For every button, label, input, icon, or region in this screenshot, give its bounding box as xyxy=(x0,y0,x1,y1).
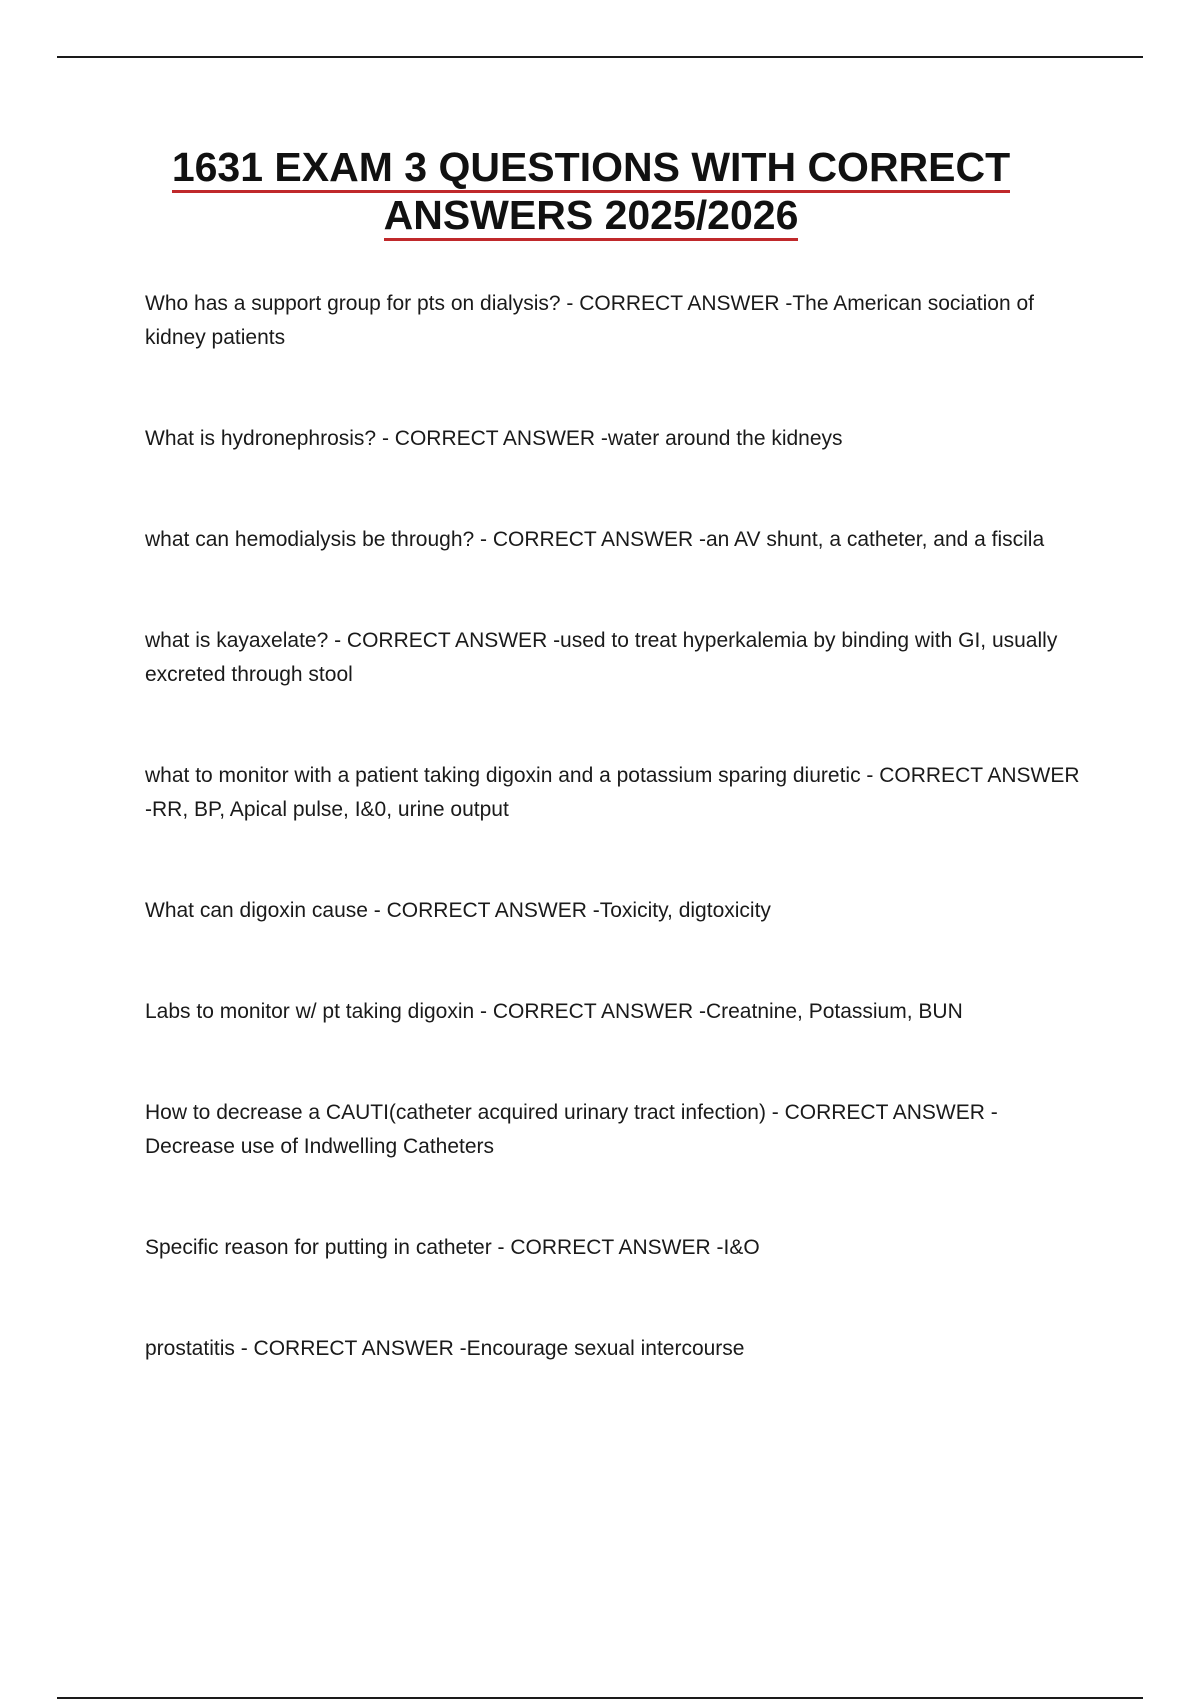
qa-item: Labs to monitor w/ pt taking digoxin - CORRECT ANSWER -Creatnine, Potassium, BUN xyxy=(145,1000,963,1023)
question-answer-list xyxy=(145,287,1085,1433)
title-line-1: 1631 EXAM 3 QUESTIONS WITH CORRECT xyxy=(172,145,1010,193)
title-line-2: ANSWERS 2025/2026 xyxy=(384,193,799,241)
qa-item: How to decrease a CAUTI(catheter acquired urinary tract infection) - CORRECT ANSWER - Decrease use of Indwelling Catheters xyxy=(145,1101,1004,1158)
qa-item: what to monitor with a patient taking digoxin and a potassium sparing diuretic - CORRECT ANSWER -RR, BP, Apical pulse, I&0, urine output xyxy=(145,764,1086,821)
qa-item: what is kayaxelate? - CORRECT ANSWER -used to treat hyperkalemia by binding with GI, usually excreted through stool xyxy=(145,629,1064,686)
qa-item: what can hemodialysis be through? - CORRECT ANSWER -an AV shunt, a catheter, and a fiscila xyxy=(145,528,1045,551)
header-rule xyxy=(57,56,1143,58)
qa-item: What is hydronephrosis? - CORRECT ANSWER -water around the kidneys xyxy=(145,427,843,450)
qa-item: prostatitis - CORRECT ANSWER -Encourage sexual intercourse xyxy=(145,1337,745,1360)
footer-rule xyxy=(57,1697,1143,1699)
qa-item: What can digoxin cause - CORRECT ANSWER -Toxicity, digtoxicity xyxy=(145,899,771,922)
qa-item: Who has a support group for pts on dialysis? - CORRECT ANSWER -The American sociation of kidney patients xyxy=(145,292,1040,349)
document-title xyxy=(0,145,1182,241)
qa-item: Specific reason for putting in catheter - CORRECT ANSWER -I&O xyxy=(145,1236,760,1259)
